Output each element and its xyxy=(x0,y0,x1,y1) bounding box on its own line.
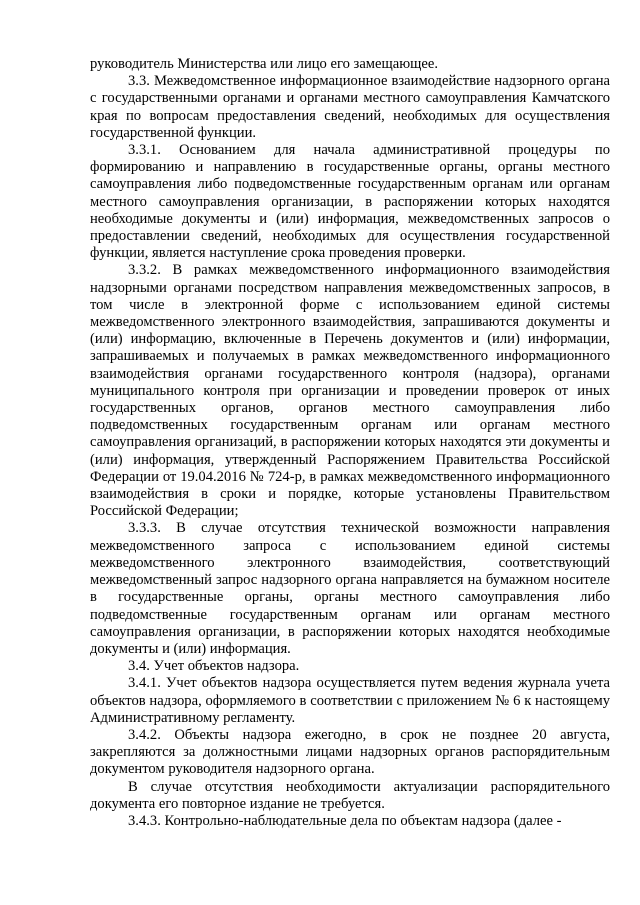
paragraph-3-3: 3.3. Межведомственное информационное взаимодействие надзорного органа с государственными органами и органами местного самоуправления Камчатского края по вопросам предоставления сведений, необходимых для осуществления государственной функции. xyxy=(90,73,610,141)
paragraph-3-4-3: 3.4.3. Контрольно-наблюдательные дела по объектам надзора (далее - xyxy=(128,812,562,829)
paragraph-3-4-2-note: В случае отсутствия необходимости актуализации распорядительного документа его повторное издание не требуется. xyxy=(90,778,610,812)
paragraph-3-3-1: 3.3.1. Основанием для начала административной процедуры по формированию и направлению в государственные органы, органы местного самоуправления либо подведомственные государственным органам или органам местного самоуправления организации, в распоряжении которых находятся необходимые документы и (или) информация, межведомственных запросов о предоставлении сведений, необходимых для осуществления государственной функции, является наступление срока проведения проверки. xyxy=(90,142,610,262)
paragraph-3-4-1: 3.4.1. Учет объектов надзора осуществляется путем ведения журнала учета объектов надзора, оформляемого в соответствии с приложением № 6 к настоящему Административному регламенту. xyxy=(90,675,610,726)
paragraph-3-4: 3.4. Учет объектов надзора. xyxy=(128,658,300,675)
document-page xyxy=(90,56,610,830)
paragraph-3-3-2: 3.3.2. В рамках межведомственного информационного взаимодействия надзорными органами посредством направления межведомственных запросов, в том числе в электронной форме с использованием единой системы межведомственного электронного взаимодействия, запрашиваются документы и (или) информацию, включенные в Перечень документов и (или) информации, запрашиваемых и получаемых в рамках межведомственного информационного взаимодействия органами государственного контроля (надзора), органами муниципального контроля при организации и проведении проверок от иных государственных органов, органов местного самоуправления либо подведомственных государственным органам или органам местного самоуправления организаций, в распоряжении которых находятся эти документы и (или) информация, утвержденный Распоряжением Правительства Российской Федерации от 19.04.2016 № 724-р, в рамках межведомственного информационного взаимодействия в сроки и порядке, которые установлены Правительством Российской Федерации; xyxy=(90,262,610,520)
paragraph-3-3-3: 3.3.3. В случае отсутствия технической возможности направления межведомственного запроса с использованием единой системы межведомственного электронного взаимодействия, соответствующий межведомственный запрос надзорного органа направляется на бумажном носителе в государственные органы, органы местного самоуправления либо подведомственные государственным органам или органам местного самоуправления организации, в распоряжении которых находятся необходимые документы и (или) информация. xyxy=(90,520,610,657)
paragraph-3-4-2: 3.4.2. Объекты надзора ежегодно, в срок не позднее 20 августа, закрепляются за должностными лицами надзорных органов распорядительным документом руководителя надзорного органа. xyxy=(90,726,610,778)
paragraph-continuation: руководитель Министерства или лицо его замещающее. xyxy=(90,56,438,72)
